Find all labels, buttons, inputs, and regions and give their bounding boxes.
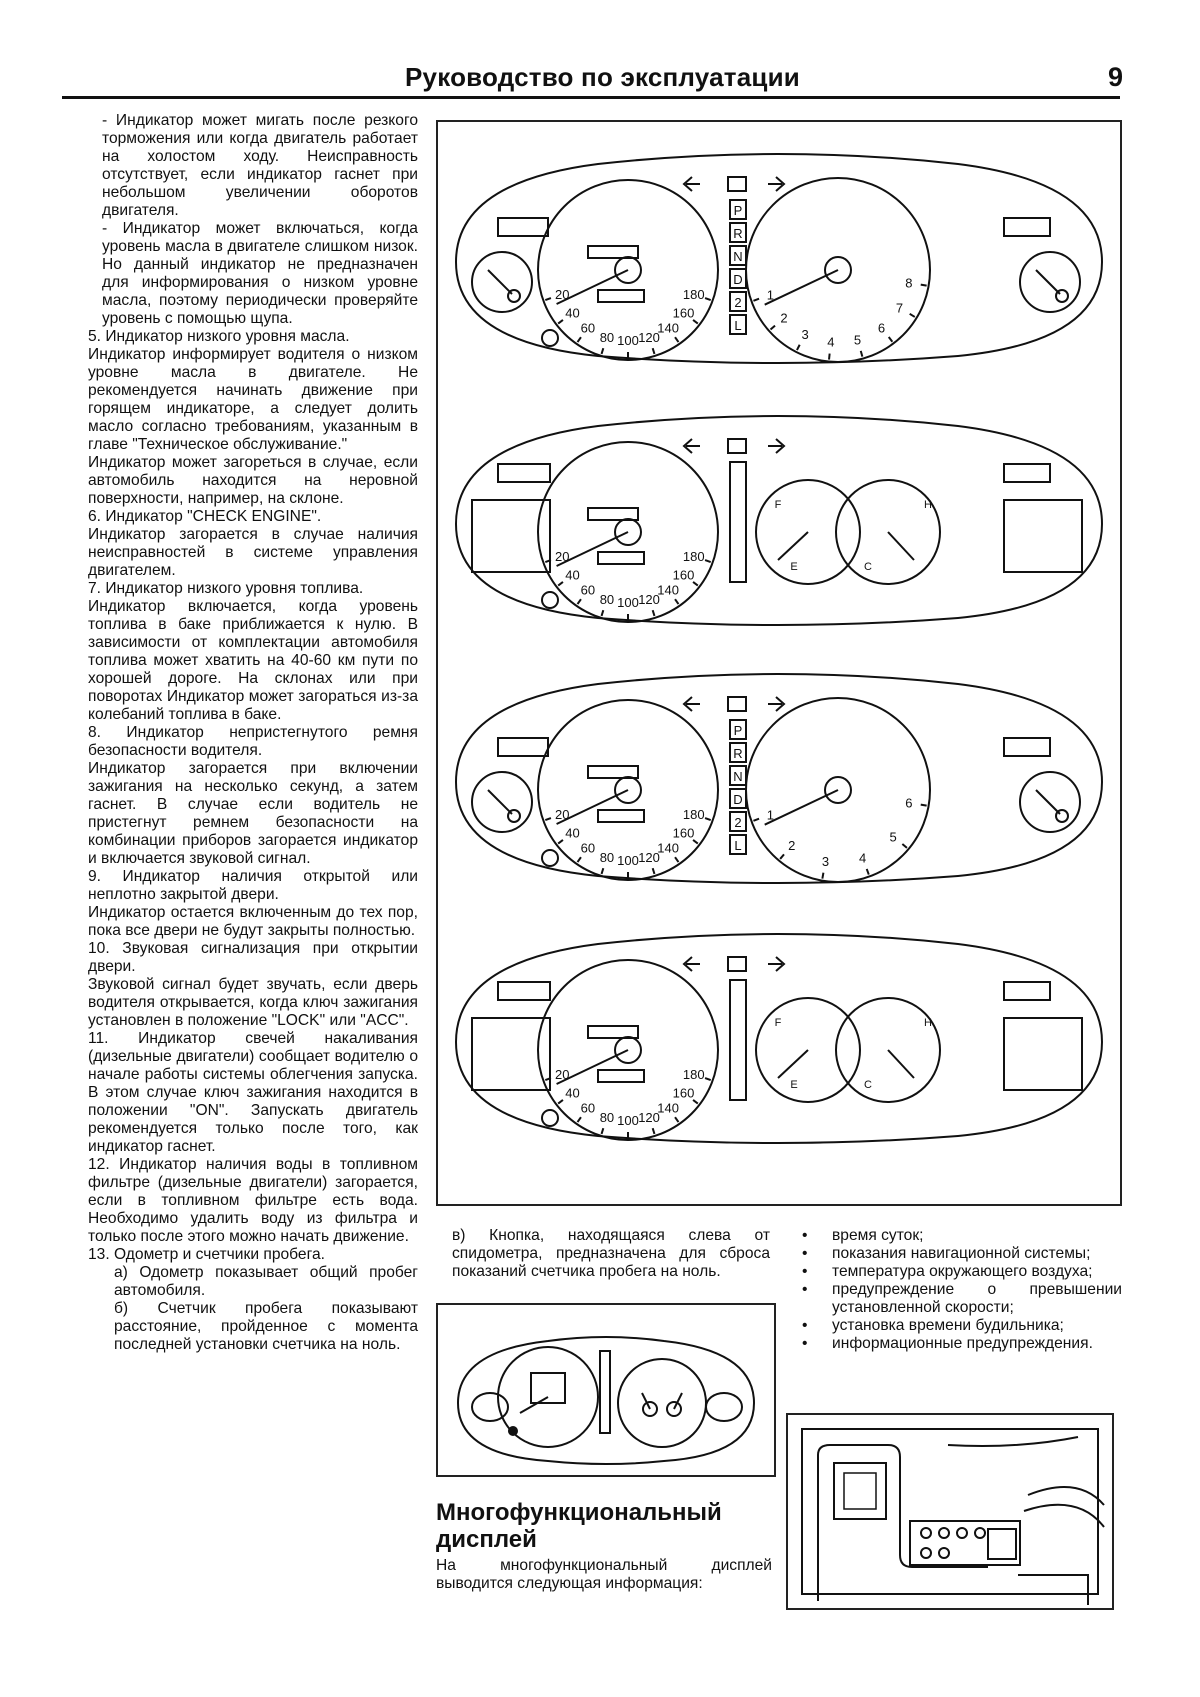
headlight-indicator-icon: [728, 439, 746, 453]
temperature-gauge: [1020, 772, 1080, 832]
paragraph: Индикатор остается включенным до тех пор, пока все двери не будут закрыты полностью.: [88, 904, 418, 939]
paragraph: Индикатор включается, когда уровень топлива в баке приближается к нулю. В зависимости от комплектации автомобиля топлива может хватить на 40-60 км пути по хорошей дороге. На склонах или при поворотах Индикатор может загораться из-за колебаний топлива в баке.: [88, 598, 418, 723]
tachometer-needle: [765, 270, 838, 305]
speedometer-tick: [675, 337, 678, 342]
instrument-cluster: [456, 674, 1102, 883]
speedometer-tick-label: 80: [599, 329, 615, 345]
tachometer-tick: [780, 854, 784, 859]
speedometer-tick-label: 40: [565, 305, 580, 321]
speedometer-tick: [705, 1078, 711, 1080]
trip-display: [598, 810, 644, 822]
speedometer-tick-label: 60: [580, 582, 596, 598]
fuel-gauge-needle: [488, 790, 512, 814]
trip-display: [598, 290, 644, 302]
speedometer-tick: [693, 582, 698, 586]
speedometer-tick: [578, 857, 581, 862]
speedometer: [538, 700, 718, 880]
speedometer-tick-label: 20: [554, 286, 570, 302]
speedometer-tick-label: 60: [580, 1100, 596, 1116]
gear-indicator-letter: P: [733, 203, 743, 218]
gear-indicator-letter: N: [733, 769, 743, 784]
speedometer-tick-label: 140: [657, 840, 680, 856]
speedometer-tick: [545, 298, 551, 300]
gear-indicator-letter: 2: [734, 295, 742, 310]
speedometer-tick: [558, 1100, 563, 1104]
temperature-cold-label: C: [864, 561, 872, 573]
tachometer-tick-label: 5: [853, 332, 862, 348]
speedometer-tick-label: 100: [617, 853, 639, 868]
temperature-gauge-needle: [888, 1050, 914, 1078]
tachometer-tick: [861, 351, 863, 357]
speedometer-tick: [602, 610, 604, 616]
gear-indicator-letter: D: [733, 792, 743, 807]
paragraph: 12. Индикатор наличия воды в топливном фильтре (дизельные двигатели) загорается, если в топливном фильтре есть вода. Необходимо удалить воду из фильтра и только после этого можно начать движение.: [88, 1156, 418, 1245]
cluster-outline: [456, 416, 1102, 625]
indicator-window: [498, 982, 550, 1000]
warning-lights-panel: [1004, 1018, 1082, 1090]
speedometer-tick-label: 80: [599, 591, 615, 607]
odometer-display: [588, 1026, 638, 1038]
gear-indicator-letter: N: [733, 249, 743, 264]
speedometer-tick-label: 160: [672, 1085, 695, 1101]
tachometer-tick-label: 2: [780, 310, 788, 326]
paragraph: Звуковой сигнал будет звучать, если дверь водителя открывается, когда ключ зажигания установлен в положение "LOCK" или "ACC".: [88, 976, 418, 1029]
speedometer-tick: [653, 868, 655, 874]
speedometer-tick-label: 140: [657, 1100, 680, 1116]
reset-button-figure: [436, 1303, 776, 1477]
tachometer-tick: [921, 805, 927, 806]
speedometer-tick: [693, 840, 698, 844]
paragraph: б) Счетчик пробега показывают расстояние, пройденное с момента последней установки счетчика на ноль.: [114, 1300, 418, 1353]
speedometer-tick-label: 180: [682, 548, 705, 564]
instrument-cluster: [456, 154, 1102, 363]
temperature-hot-label: H: [924, 499, 932, 511]
speedometer-tick: [558, 320, 563, 324]
tachometer-tick-label: 2: [788, 838, 796, 854]
tachometer-tick-label: 3: [801, 327, 809, 343]
tachometer-tick: [829, 354, 830, 360]
paragraph: а) Одометр показывает общий пробег автомобиля.: [114, 1264, 418, 1299]
speedometer-tick-label: 120: [638, 849, 660, 865]
fuel-full-label: F: [774, 499, 782, 511]
temperature-hot-label: H: [924, 1017, 932, 1029]
temperature-gauge-needle: [1036, 270, 1060, 294]
speedometer-tick: [578, 599, 581, 604]
temperature-cold-label: C: [864, 1079, 872, 1091]
trip-reset-button: [542, 330, 558, 346]
trip-reset-button: [542, 850, 558, 866]
instrument-clusters-drawing: [438, 122, 1120, 1204]
speedometer-tick: [602, 348, 604, 354]
indicator-window: [1004, 738, 1050, 756]
turn-right-icon: [768, 697, 784, 711]
instrument-cluster: [456, 416, 1102, 625]
cluster-outline: [456, 154, 1102, 363]
trip-display: [598, 552, 644, 564]
speedometer-tick-label: 180: [682, 1066, 705, 1082]
fuel-empty-label: E: [790, 1079, 798, 1091]
speedometer-tick: [675, 599, 678, 604]
temperature-gauge-needle: [888, 532, 914, 560]
speedometer-tick: [558, 840, 563, 844]
multifunction-display-heading: Многофункциональный дисплей: [436, 1499, 722, 1553]
speedometer-tick-label: 180: [682, 286, 705, 302]
turn-right-icon: [768, 177, 784, 191]
temperature-gauge: [1020, 252, 1080, 312]
fuel-gauge-needle: [488, 270, 512, 294]
indicator-window: [1004, 982, 1050, 1000]
speedometer: [538, 442, 718, 622]
item-heading: 10. Звуковая сигнализация при открытии двери.: [88, 940, 418, 975]
speedometer: [538, 180, 718, 360]
tachometer-tick: [889, 337, 893, 342]
speedometer-tick-label: 140: [657, 582, 680, 598]
fuel-gauge: [472, 772, 532, 832]
speedometer-tick: [602, 1128, 604, 1134]
indicator-window: [498, 738, 548, 756]
speedometer-tick: [653, 1128, 655, 1134]
tachometer-tick: [902, 844, 907, 848]
fuel-gauge-needle: [778, 1050, 808, 1078]
tachometer-tick-label: 6: [905, 795, 913, 811]
gear-indicator-letter: R: [733, 746, 743, 761]
tachometer-tick-label: 1: [766, 807, 774, 823]
fuel-empty-label: E: [790, 561, 798, 573]
indicator-column: [730, 462, 746, 582]
tachometer-tick-label: 6: [877, 320, 886, 336]
list-item: • предупреждение о превышении установленной скорости;: [800, 1281, 1122, 1317]
item-heading: 7. Индикатор низкого уровня топлива.: [88, 580, 364, 597]
temperature-gauge-needle: [1036, 790, 1060, 814]
gear-indicator-letter: L: [734, 838, 742, 853]
fuel-gauge-needle: [778, 532, 808, 560]
item-heading: 8. Индикатор непристегнутого ремня безопасности водителя.: [88, 724, 418, 759]
paragraph: - Индикатор может мигать после резкого торможения или когда двигатель работает на холостом ходу. Неисправность отсутствует, если индикатор гаснет при небольшом увеличении оборотов двигателя.: [102, 112, 418, 219]
instrument-clusters-figure: [436, 120, 1122, 1206]
trip-reset-button: [542, 592, 558, 608]
speedometer: [538, 960, 718, 1140]
tachometer: [746, 178, 930, 362]
speedometer-tick-label: 180: [682, 806, 705, 822]
speedometer-tick-label: 20: [554, 806, 570, 822]
tachometer-needle: [765, 790, 838, 825]
tachometer-tick: [822, 873, 823, 879]
speedometer-tick-label: 100: [617, 1113, 639, 1128]
tachometer-tick-label: 8: [905, 275, 913, 291]
gear-indicator-letter: R: [733, 226, 743, 241]
small-cluster-drawing: [438, 1305, 774, 1475]
turn-left-icon: [684, 439, 700, 453]
instrument-cluster: [456, 934, 1102, 1143]
speedometer-tick: [705, 818, 711, 820]
fuel-gauge: [472, 252, 532, 312]
tachometer-tick: [771, 326, 775, 330]
speedometer-tick: [578, 337, 581, 342]
tachometer-tick: [753, 299, 759, 301]
speedometer-tick-label: 120: [638, 329, 660, 345]
speedometer-tick-label: 100: [617, 333, 639, 348]
turn-right-icon: [768, 957, 784, 971]
tachometer-tick: [753, 819, 759, 821]
multifunction-display-text: На многофункциональный дисплей выводится следующая информация:: [436, 1557, 772, 1592]
speedometer-tick-label: 160: [672, 567, 695, 583]
warning-lights-panel: [1004, 500, 1082, 572]
turn-left-icon: [684, 957, 700, 971]
gear-indicator-letter: P: [733, 723, 743, 738]
speedometer-tick: [693, 320, 698, 324]
item-heading: 13. Одометр и счетчики пробега.: [88, 1246, 325, 1263]
gear-indicator-letter: D: [733, 272, 743, 287]
speedometer-tick: [653, 348, 655, 354]
page-number: 9: [1108, 62, 1124, 92]
fuel-full-label: F: [774, 1017, 782, 1029]
odometer-display: [588, 246, 638, 258]
indicator-column: [730, 980, 746, 1100]
speedometer-tick-label: 80: [599, 1109, 615, 1125]
indicator-window: [498, 464, 550, 482]
tachometer-tick-label: 3: [821, 853, 830, 869]
speedometer-tick-label: 80: [599, 849, 615, 865]
speedometer-tick: [705, 560, 711, 562]
speedometer-tick-label: 160: [672, 305, 695, 321]
tachometer: [746, 698, 930, 882]
tachometer-tick-label: 4: [859, 850, 867, 866]
headlight-indicator-icon: [728, 957, 746, 971]
turn-right-icon: [768, 439, 784, 453]
speedometer-tick: [653, 610, 655, 616]
speedometer-tick: [675, 1117, 678, 1122]
gear-indicator-letter: L: [734, 318, 742, 333]
speedometer-tick: [545, 818, 551, 820]
tachometer-tick: [921, 285, 927, 286]
headlight-indicator-icon: [728, 697, 746, 711]
fuel-gauge-hub: [508, 290, 520, 302]
speedometer-tick-label: 120: [638, 591, 660, 607]
odometer-display: [588, 508, 638, 520]
item-heading: 5. Индикатор низкого уровня масла.: [88, 328, 350, 345]
list-item: • информационные предупреждения.: [800, 1335, 1122, 1353]
item-heading: 9. Индикатор наличия открытой или неплотно закрытой двери.: [88, 868, 418, 903]
list-item: • время суток;: [800, 1227, 1122, 1245]
tachometer-tick-label: 4: [827, 334, 835, 350]
tachometer-tick: [867, 869, 869, 875]
dashboard-drawing: [788, 1415, 1112, 1608]
paragraph: 11. Индикатор свечей накаливания (дизельные двигатели) сообщает водителю о начале работы системы облегчения запуска. В этом случае ключ зажигания находится в положении "ON". Запускать двигатель рекомендуется только после того, как индикатор гаснет.: [88, 1030, 418, 1155]
reset-button-text: в) Кнопка, находящаяся слева от спидометра, предназначена для сброса показаний счетчика пробега на ноль.: [452, 1227, 770, 1280]
trip-reset-button: [542, 1110, 558, 1126]
turn-left-icon: [684, 177, 700, 191]
speedometer-tick-label: 100: [617, 595, 639, 610]
speedometer-tick-label: 20: [554, 1066, 570, 1082]
trip-display: [598, 1070, 644, 1082]
gear-indicator-letter: 2: [734, 815, 742, 830]
tachometer-tick: [797, 345, 800, 350]
speedometer-tick: [558, 582, 563, 586]
odometer-display: [588, 766, 638, 778]
left-text-column: [88, 112, 418, 1354]
paragraph: Индикатор загорается при включении зажигания на несколько секунд, а затем гаснет. В случае если водитель не пристегнут ремнем безопасности на комбинации приборов загорается индикатор и включается звуковой сигнал.: [88, 760, 418, 867]
paragraph: Индикатор информирует водителя о низком уровне масла в двигателе. Не рекомендуется начинать движение при горящем индикаторе, а следует долить масло согласно требованиям, указанным в главе "Техническое обслуживание.": [88, 346, 418, 453]
tachometer-tick-label: 7: [895, 300, 904, 316]
turn-left-icon: [684, 697, 700, 711]
speedometer-tick-label: 60: [580, 320, 596, 336]
speedometer-tick-label: 160: [672, 825, 695, 841]
speedometer-tick: [693, 1100, 698, 1104]
page-header-title: Руководство по эксплуатации: [405, 62, 800, 92]
speedometer-tick-label: 40: [565, 825, 580, 841]
speedometer-tick-label: 60: [580, 840, 596, 856]
header-rule: [62, 96, 1120, 99]
speedometer-tick: [578, 1117, 581, 1122]
speedometer-tick: [705, 298, 711, 300]
temperature-gauge-hub: [1056, 290, 1068, 302]
item-heading: 6. Индикатор "CHECK ENGINE".: [88, 508, 322, 525]
headlight-indicator-icon: [728, 177, 746, 191]
indicator-window: [1004, 218, 1050, 236]
tachometer-tick-label: 1: [766, 287, 774, 303]
speedometer-tick-label: 40: [565, 1085, 580, 1101]
speedometer-tick-label: 120: [638, 1109, 660, 1125]
tachometer-tick: [910, 314, 915, 317]
tachometer-tick-label: 5: [889, 829, 897, 845]
list-item: • показания навигационной системы;: [800, 1245, 1122, 1263]
paragraph: - Индикатор может включаться, когда уровень масла в двигателе слишком низок. Но данный индикатор не предназначен для информирования о низком уровне масла, поэтому периодически проверяйте уровень с помощью щупа.: [102, 220, 418, 327]
speedometer-tick-label: 140: [657, 320, 680, 336]
paragraph: Индикатор загорается в случае наличия неисправностей в системе управления двигателем.: [88, 526, 418, 579]
indicator-window: [1004, 464, 1050, 482]
speedometer-tick: [602, 868, 604, 874]
indicator-window: [498, 218, 548, 236]
list-item: • температура окружающего воздуха;: [800, 1263, 1122, 1281]
fuel-gauge-hub: [508, 810, 520, 822]
dashboard-figure: [786, 1413, 1114, 1610]
speedometer-tick-label: 20: [554, 548, 570, 564]
temperature-gauge-hub: [1056, 810, 1068, 822]
cluster-outline: [456, 674, 1102, 883]
paragraph: Индикатор может загореться в случае, если автомобиль находится на неровной поверхности, например, на склоне.: [88, 454, 418, 507]
list-item: • установка времени будильника;: [800, 1317, 1122, 1335]
display-info-list: [800, 1227, 1122, 1353]
speedometer-tick-label: 40: [565, 567, 580, 583]
speedometer-tick: [675, 857, 678, 862]
cluster-outline: [456, 934, 1102, 1143]
